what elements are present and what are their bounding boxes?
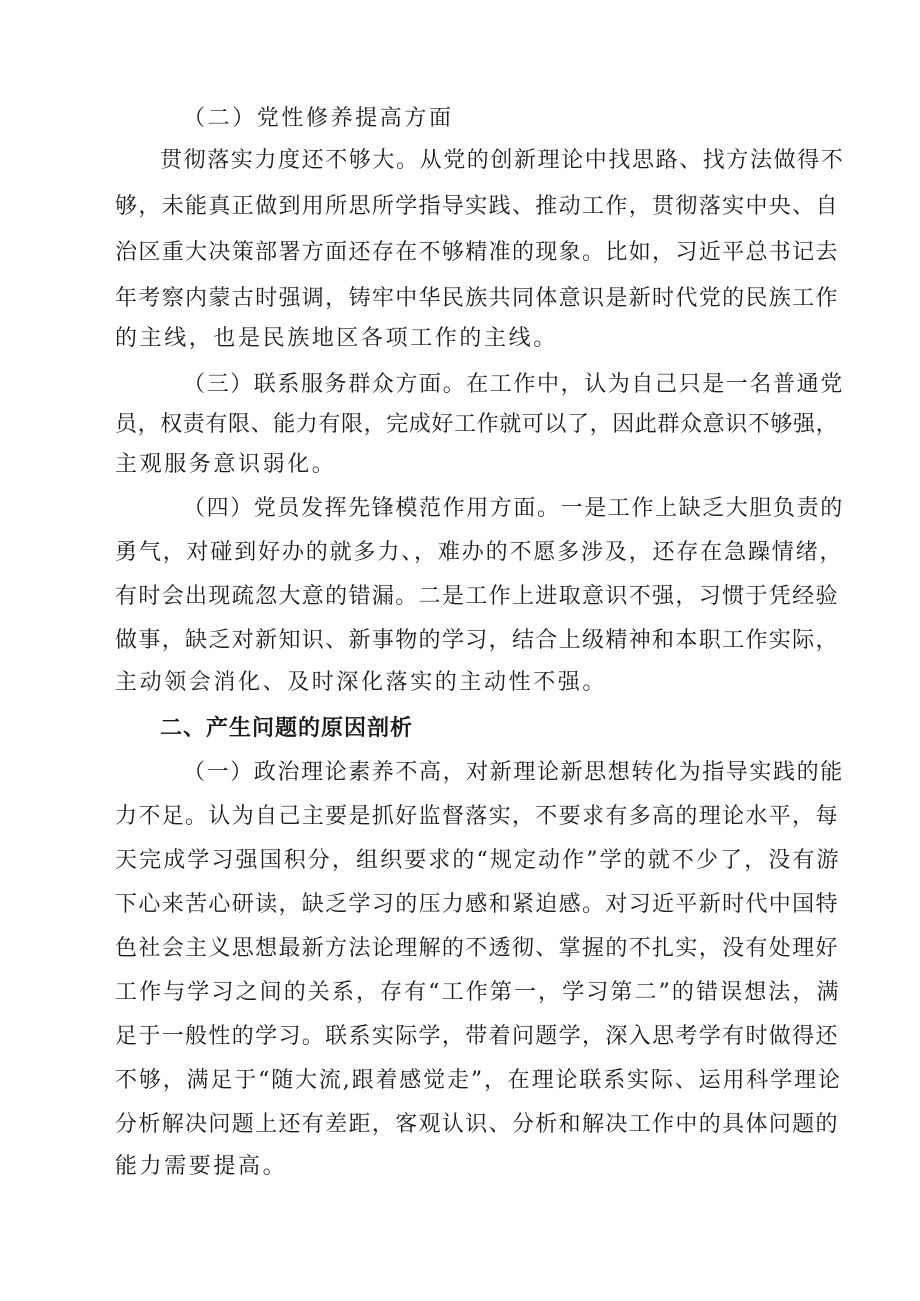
paragraph-line: 主动领会消化、及时深化落实的主动性不强。 [115,670,608,695]
paragraph-line: 年考察内蒙古时强调，铸牢中华民族共同体意识是新时代党的民族工作 [115,286,839,311]
paragraph-line: 能力需要提高。 [115,1154,288,1179]
paragraph-line: （三）联系服务群众方面。在工作中，认为自己只是一名普通党 [183,372,844,397]
paragraph-line: 力不足。认为自己主要是抓好监督落实，不要求有多高的理论水平，每 [115,804,839,829]
paragraph-line: 色社会主义思想最新方法论理解的不透彻、掌握的不扎实，没有处理好 [115,936,839,961]
paragraph-line: 勇气，对碰到好办的就多力、，难办的不愿多涉及，还存在急躁情绪， [115,540,844,565]
paragraph-line: 贯彻落实力度还不够大。从党的创新理论中找思路、找方法做得不 [160,148,845,173]
paragraph-line: （四）党员发挥先锋模范作用方面。一是工作上缺乏大胆负责的 [183,496,844,521]
paragraph-line: 的主线，也是民族地区各项工作的主线。 [115,326,558,351]
paragraph-line: 够，未能真正做到用所思所学指导实践、推动工作，贯彻落实中央、自 [115,194,839,219]
paragraph-line: 不够，满足于“随大流,跟着感觉走”，在理论联系实际、运用科学理论 [115,1068,842,1093]
paragraph-line: 主观服务意识弱化。 [115,452,337,477]
paragraph-line: 有时会出现疏忽大意的错漏。二是工作上进取意识不强，习惯于凭经验 [115,584,839,609]
paragraph-line: 分析解决问题上还有差距，客观认识、分析和解决工作中的具体问题的 [115,1112,839,1137]
paragraph-line: 足于一般性的学习。联系实际学，带着问题学，深入思考学有时做得还 [115,1024,839,1049]
part-heading: 二、产生问题的原因剖析 [160,716,414,741]
paragraph-line: 做事，缺乏对新知识、新事物的学习，结合上级精神和本职工作实际， [115,628,839,653]
paragraph-line: 工作与学习之间的关系，存有“工作第一，学习第二”的错误想法，满 [115,980,841,1005]
section-heading: （二）党性修养提高方面 [183,106,454,131]
paragraph-line: 员，权责有限、能力有限，完成好工作就可以了，因此群众意识不够强， [115,412,839,437]
paragraph-line: 天完成学习强国积分，组织要求的“规定动作”学的就不少了，没有游 [115,848,841,873]
paragraph-line: （一）政治理论素养不高，对新理论新思想转化为指导实践的能 [183,760,844,785]
paragraph-line: 治区重大决策部署方面还存在不够精准的现象。比如，习近平总书记去 [115,240,839,265]
paragraph-line: 下心来苦心研读，缺乏学习的压力感和紧迫感。对习近平新时代中国特 [115,892,839,917]
